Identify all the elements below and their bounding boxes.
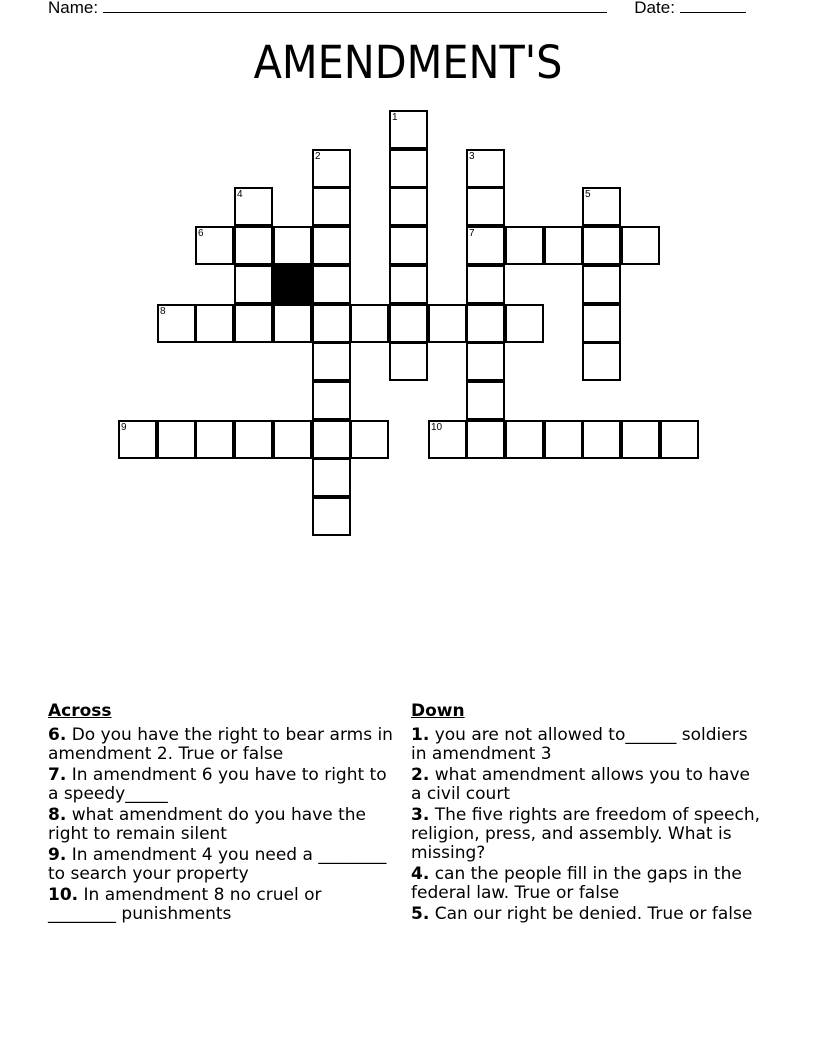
clue-number: 2: [315, 151, 321, 162]
crossword-cell[interactable]: [466, 420, 505, 459]
crossword-cell[interactable]: [350, 304, 389, 343]
crossword-cell[interactable]: [273, 420, 312, 459]
across-clue: 8. what amendment do you have the right to remain silent: [48, 805, 366, 844]
across-clue: 6. Do you have the right to bear arms in amendment 2. True or false: [48, 725, 393, 764]
crossword-cell[interactable]: [466, 342, 505, 381]
crossword-cell[interactable]: [582, 420, 621, 459]
crossword-cell[interactable]: [621, 420, 660, 459]
crossword-cell[interactable]: [582, 187, 621, 226]
crossword-cell[interactable]: [350, 420, 389, 459]
crossword-cell[interactable]: [312, 226, 351, 265]
crossword-cell[interactable]: [660, 420, 699, 459]
crossword-cell[interactable]: [544, 226, 583, 265]
crossword-cell[interactable]: [428, 420, 467, 459]
crossword-cell[interactable]: [195, 420, 234, 459]
crossword-cell[interactable]: [157, 420, 196, 459]
across-clue: 9. In amendment 4 you need a ________ to search your property: [48, 845, 387, 884]
down-clue: 1. you are not allowed to______ soldiers in amendment 3: [411, 725, 748, 764]
date-label: Date:: [634, 0, 675, 17]
down-clue: 2. what amendment allows you to have a civil court: [411, 765, 750, 804]
clue-number: 5: [585, 189, 591, 200]
page-title: AMENDMENT'S: [253, 36, 563, 89]
crossword-cell[interactable]: [466, 149, 505, 188]
crossword-cell[interactable]: [389, 226, 428, 265]
crossword-cell[interactable]: [544, 420, 583, 459]
crossword-cell[interactable]: [466, 226, 505, 265]
crossword-cell[interactable]: [312, 458, 351, 497]
crossword-cell[interactable]: [234, 187, 273, 226]
crossword-cell[interactable]: [273, 226, 312, 265]
crossword-cell[interactable]: [234, 420, 273, 459]
crossword-cell[interactable]: [312, 381, 351, 420]
clue-number: 6: [198, 228, 204, 239]
crossword-cell[interactable]: [389, 110, 428, 149]
crossword-cell[interactable]: [389, 187, 428, 226]
crossword-cell[interactable]: [312, 265, 351, 304]
crossword-cell[interactable]: [582, 226, 621, 265]
crossword-cell[interactable]: [505, 304, 544, 343]
across-heading: Across: [48, 701, 112, 721]
name-label: Name:: [48, 0, 99, 17]
crossword-cell[interactable]: [466, 304, 505, 343]
crossword-cell[interactable]: [621, 226, 660, 265]
crossword-cell[interactable]: [466, 381, 505, 420]
crossword-cell[interactable]: [273, 304, 312, 343]
down-clue: 3. The five rights are freedom of speech, religion, press, and assembly. What is missing?: [411, 805, 761, 863]
clue-number: 8: [160, 306, 166, 317]
down-heading: Down: [411, 701, 465, 721]
crossword-cell[interactable]: [466, 265, 505, 304]
crossword-cell[interactable]: [582, 304, 621, 343]
crossword-cell[interactable]: [195, 226, 234, 265]
across-clue: 10. In amendment 8 no cruel or ________ punishments: [48, 885, 322, 924]
clue-number: 10: [431, 422, 443, 433]
clue-number: 3: [469, 151, 475, 162]
crossword-cell[interactable]: [389, 265, 428, 304]
crossword-cell[interactable]: [312, 187, 351, 226]
crossword-cell[interactable]: [582, 265, 621, 304]
crossword-cell[interactable]: [312, 304, 351, 343]
crossword-cell[interactable]: [234, 226, 273, 265]
crossword-cell[interactable]: [312, 420, 351, 459]
crossword-cell[interactable]: [312, 342, 351, 381]
crossword-cell[interactable]: [234, 265, 273, 304]
crossword-cell[interactable]: [389, 149, 428, 188]
blocked-cell: [273, 265, 312, 304]
crossword-cell[interactable]: [195, 304, 234, 343]
crossword-cell[interactable]: [157, 304, 196, 343]
down-clues: [411, 702, 761, 926]
crossword-cell[interactable]: [582, 342, 621, 381]
crossword-cell[interactable]: [312, 149, 351, 188]
crossword-cell[interactable]: [389, 304, 428, 343]
crossword-cell[interactable]: [505, 226, 544, 265]
crossword-cell[interactable]: [312, 497, 351, 536]
clue-number: 9: [121, 422, 127, 433]
crossword-cell[interactable]: [234, 304, 273, 343]
crossword-cell[interactable]: [466, 187, 505, 226]
across-clues: [48, 702, 393, 926]
crossword-cell[interactable]: [118, 420, 157, 459]
crossword-cell[interactable]: [505, 420, 544, 459]
down-clue: 5. Can our right be denied. True or false: [411, 904, 753, 924]
clue-number: 4: [237, 189, 243, 200]
across-clue: 7. In amendment 6 you have to right to a speedy_____: [48, 765, 387, 804]
down-clue: 4. can the people fill in the gaps in the federal law. True or false: [411, 864, 742, 903]
clue-number: 1: [392, 112, 398, 123]
crossword-cell[interactable]: [389, 342, 428, 381]
crossword-cell[interactable]: [428, 304, 467, 343]
clue-number: 7: [469, 228, 475, 239]
